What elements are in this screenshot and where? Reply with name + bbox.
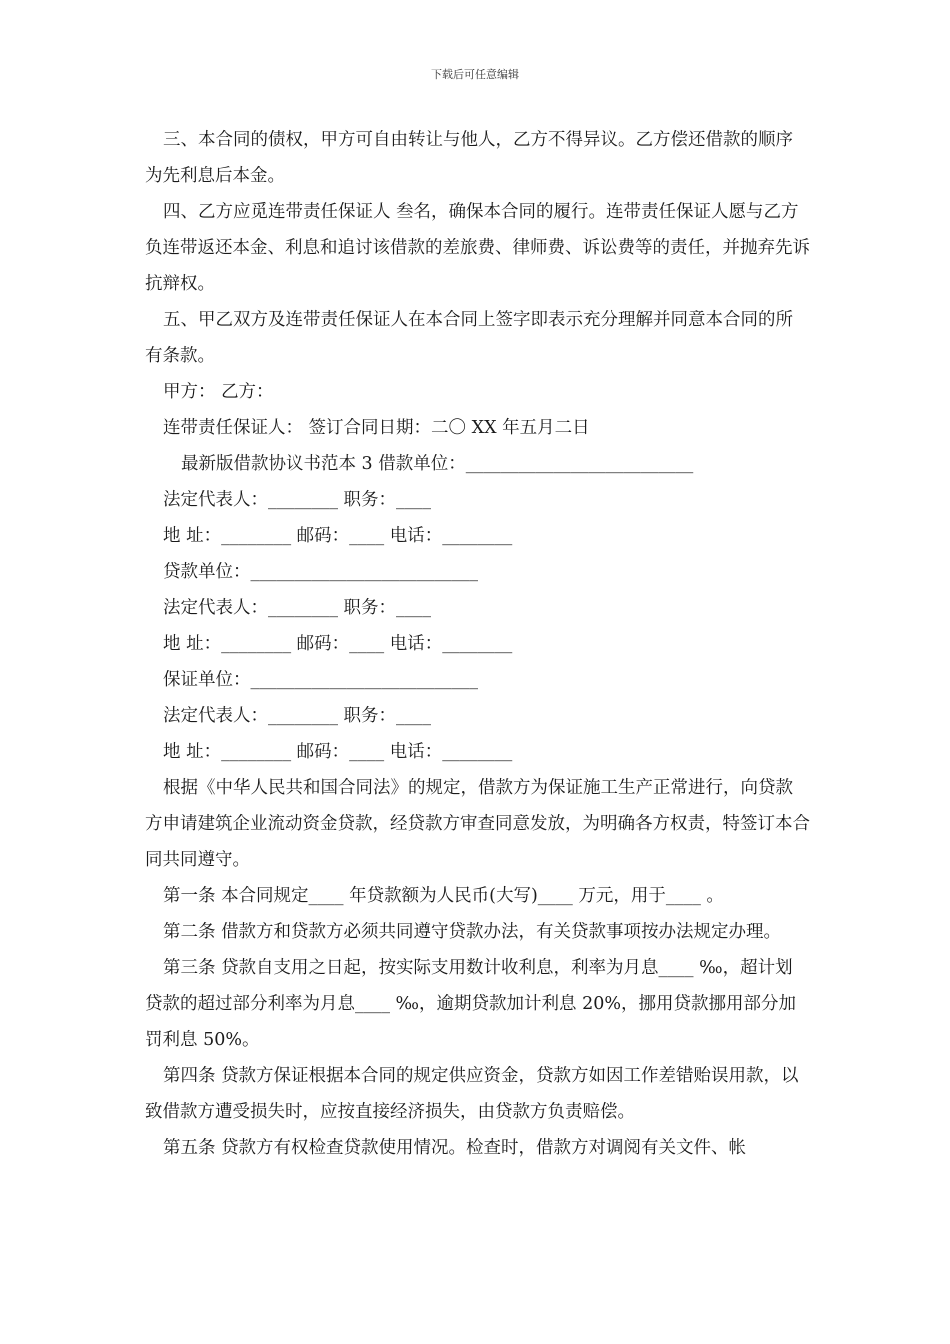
paragraph-clause-5: 五、甲乙双方及连带责任保证人在本合同上签字即表示充分理解并同意本合同的所有条款。 bbox=[145, 310, 793, 366]
paragraph-preamble: 根据《中华人民共和国合同法》的规定，借款方为保证施工生产正常进行，向贷款方申请建筑企业流动资金贷款，经贷款方审查同意发放，为明确各方权责，特签订本合同共同遵守。 bbox=[145, 778, 810, 870]
lender-address: 地 址：________ 邮码：____ 电话：________ bbox=[163, 634, 513, 654]
paragraph-clause-3: 三、本合同的债权，甲方可自由转让与他人，乙方不得异议。乙方偿还借款的顺序为先利息后本金。 bbox=[145, 130, 793, 186]
borrower-representative: 法定代表人：________ 职务：____ bbox=[163, 490, 432, 510]
article-1: 第一条 本合同规定____ 年贷款额为人民币(大写)____ 万元，用于____ 。 bbox=[163, 886, 724, 906]
article-2: 第二条 借款方和贷款方必须共同遵守贷款办法，有关贷款事项按办法规定办理。 bbox=[163, 922, 782, 942]
article-3: 第三条 贷款自支用之日起，按实际支用数计收利息，利率为月息____ ‰，超计划贷款的超过部分利率为月息____ ‰，逾期贷款加计利息 20%，挪用贷款挪用部分加罚利息 50%。 bbox=[145, 958, 797, 1050]
paragraph-clause-4: 四、乙方应觅连带责任保证人 叁名，确保本合同的履行。连带责任保证人愿与乙方负连带返还本金、利息和追讨该借款的差旅费、律师费、诉讼费等的责任，并抛弃先诉抗辩权。 bbox=[145, 202, 810, 294]
template-title-borrower: 最新版借款协议书范本 3 借款单位：__________________________ bbox=[181, 454, 694, 474]
borrower-address: 地 址：________ 邮码：____ 电话：________ bbox=[163, 526, 513, 546]
article-4: 第四条 贷款方保证根据本合同的规定供应资金，贷款方如因工作差错贻误用款，以致借款方遭受损失时，应按直接经济损失，由贷款方负责赔偿。 bbox=[145, 1066, 799, 1122]
document-body bbox=[145, 122, 810, 1166]
signature-guarantor-date: 连带责任保证人： 签订合同日期：二〇 XX 年五月二日 bbox=[163, 418, 590, 438]
article-5: 第五条 贷款方有权检查贷款使用情况。检查时，借款方对调阅有关文件、帐 bbox=[163, 1138, 747, 1158]
page-header: 下载后可任意编辑 bbox=[431, 68, 519, 81]
guarantor-address: 地 址：________ 邮码：____ 电话：________ bbox=[163, 742, 513, 762]
guarantor-representative: 法定代表人：________ 职务：____ bbox=[163, 706, 432, 726]
guarantor-unit: 保证单位：__________________________ bbox=[163, 670, 478, 690]
lender-unit: 贷款单位：__________________________ bbox=[163, 562, 478, 582]
lender-representative: 法定代表人：________ 职务：____ bbox=[163, 598, 432, 618]
signature-parties: 甲方： 乙方： bbox=[163, 382, 274, 402]
